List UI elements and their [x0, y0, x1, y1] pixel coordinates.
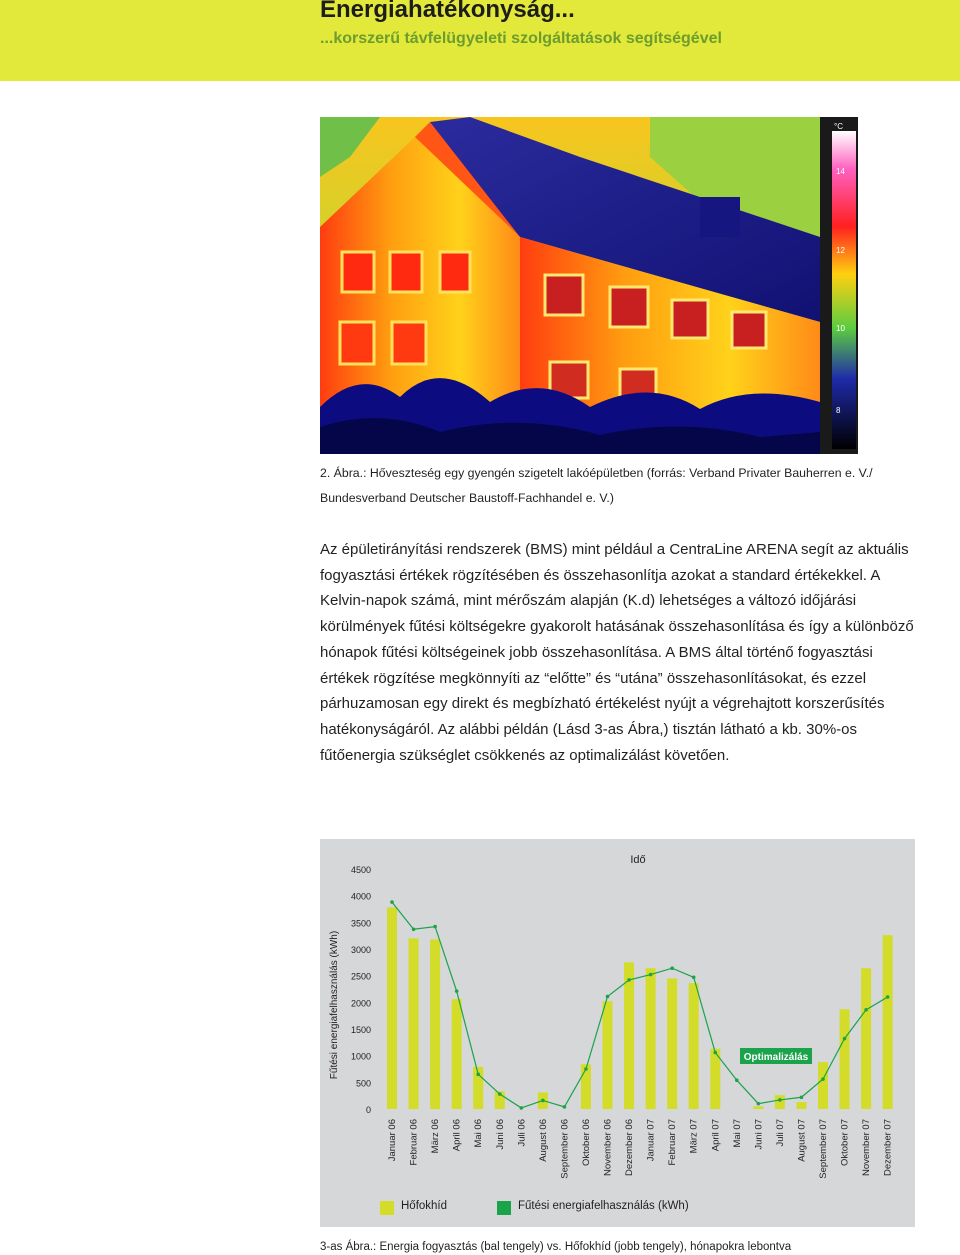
scale-tick-12: 12 — [836, 246, 845, 255]
bar — [452, 999, 462, 1109]
x-tick-label: November 07 — [861, 1119, 873, 1177]
figure-2-caption: 2. Ábra.: Hőveszteség egy gyengén szigetelt lakóépületben (forrás: Verband Privater Bauherren e. V./ Bundesverband Deutscher Baustoff-Fachhandel e. V.) — [320, 466, 873, 505]
bar — [753, 1106, 763, 1109]
bar — [387, 907, 397, 1109]
chart-title: Idő — [630, 854, 646, 866]
bar — [796, 1102, 806, 1109]
line-point — [498, 1092, 502, 1096]
line-point — [433, 925, 437, 929]
x-tick-label: August 07 — [796, 1119, 808, 1162]
bar — [883, 935, 893, 1109]
bar — [818, 1062, 828, 1109]
x-tick-label: Juni 06 — [494, 1119, 506, 1150]
line-point — [606, 995, 610, 999]
page-header — [0, 0, 960, 81]
x-tick-label: November 06 — [602, 1119, 614, 1177]
bar — [646, 968, 656, 1109]
legend-swatch-energia — [497, 1201, 511, 1215]
scale-unit: °C — [834, 122, 843, 131]
legend-label-energia: Fűtési energiafelhasználás (kWh) — [518, 1200, 689, 1212]
body-paragraph: Az épületirányítási rendszerek (BMS) mint például a CentraLine ARENA segít az aktuális fogyasztási értékek rögzítésében és összehasonlítja azokat a standard értékekkel. A Kelvin-napok számá, mint mérőszám alapján (K.d) lehetséges a változó időjárási körülmények fűtési költségekre gyakorolt hatásának összehasonlítása és így a különböző hónapok fűtési költségeinek jobb összehasonlítása. A BMS által történő fogyasztási értékek rögzítése megkönnyíti az “előtte” és “utána” összehasonlításokat, és ezzel párhuzamosan egy direkt és megbízható értékelést nyújt a végrehajtott korszerűsítés hatékonyságáról. Az alábbi példán (Lásd 3-as Ábra,) tisztán látható a kb. 30%-os fűtőenergia szükséglet csökkenés az optimalizálást követően. — [320, 541, 914, 764]
scale-tick-10: 10 — [836, 324, 845, 333]
line-point — [455, 989, 459, 993]
y-tick-label: 500 — [355, 1078, 371, 1089]
line-point — [843, 1037, 847, 1041]
body-text — [320, 537, 920, 768]
x-tick-label: Dezember 06 — [624, 1119, 636, 1177]
line-point — [886, 995, 890, 999]
bar — [689, 983, 699, 1109]
bar-series — [387, 907, 893, 1109]
bar — [840, 1009, 850, 1109]
page-title: Energiahatékonyság... — [320, 0, 575, 23]
line-point — [627, 978, 631, 982]
x-tick-label: April 07 — [710, 1119, 722, 1152]
page-subtitle: ...korszerű távfelügyeleti szolgáltatások segítségével — [320, 30, 722, 47]
line-point — [476, 1073, 480, 1077]
x-tick-label: September 06 — [559, 1119, 571, 1179]
x-tick-label: Juli 07 — [774, 1119, 786, 1147]
scale-tick-8: 8 — [836, 406, 841, 415]
y-tick-label: 4000 — [350, 891, 371, 902]
x-tick-label: Januar 07 — [645, 1119, 657, 1162]
legend-label-hofokhid: Hőfokhíd — [401, 1200, 448, 1212]
x-tick-label: August 06 — [537, 1119, 549, 1162]
bar — [667, 978, 677, 1109]
line-point — [778, 1098, 782, 1102]
annotation-label: Optimalizálás — [743, 1052, 809, 1063]
x-tick-label: April 06 — [451, 1119, 463, 1152]
line-point — [692, 975, 696, 979]
bar — [430, 939, 440, 1109]
line-point — [800, 1095, 804, 1099]
y-tick-label: 3500 — [350, 918, 371, 929]
x-tick-label: März 07 — [688, 1119, 700, 1154]
thermal-house-image — [320, 117, 858, 454]
y-tick-label: 3000 — [350, 945, 371, 955]
x-tick-label: Oktober 07 — [839, 1119, 851, 1166]
x-tick-label: September 07 — [818, 1119, 829, 1179]
bar — [624, 962, 634, 1109]
line-point — [520, 1106, 524, 1110]
line-path — [392, 902, 888, 1108]
x-axis-ticks — [387, 1119, 894, 1179]
x-tick-label: Juli 06 — [516, 1119, 528, 1147]
scale-tick-14: 14 — [836, 167, 845, 176]
bar — [603, 1001, 613, 1109]
figure-3-caption: 3-as Ábra.: Energia fogyasztás (bal tengely) vs. Hőfokhíd (jobb tengely), hónapokra lebontva — [320, 1241, 792, 1253]
thermal-house-graphic — [320, 117, 858, 454]
y-tick-label: 1000 — [350, 1051, 371, 1062]
x-tick-label: Mai 07 — [731, 1119, 743, 1148]
x-tick-label: März 06 — [430, 1119, 442, 1154]
bar — [861, 968, 871, 1109]
chart-panel — [320, 839, 915, 1227]
optimalizalas-annotation — [740, 1048, 812, 1064]
x-tick-label: Februar 07 — [667, 1119, 679, 1166]
line-point — [584, 1067, 588, 1071]
line-point — [412, 927, 416, 931]
x-tick-label: Mai 06 — [473, 1119, 485, 1148]
y-tick-label: 1500 — [350, 1025, 371, 1035]
y-axis-label: Fűtési energiafelhasználás (kWh) — [329, 930, 340, 1080]
y-tick-label: 4500 — [350, 865, 371, 875]
x-tick-label: Juni 07 — [753, 1119, 765, 1150]
y-tick-label: 2000 — [350, 998, 371, 1009]
line-point — [821, 1077, 825, 1081]
legend-swatch-hofokhid — [380, 1201, 394, 1215]
bar — [581, 1064, 591, 1109]
line-point — [390, 900, 394, 904]
line-point — [670, 966, 674, 970]
y-tick-label: 0 — [365, 1105, 371, 1115]
x-tick-label: Dezember 07 — [882, 1119, 894, 1177]
line-point — [649, 973, 653, 977]
line-point — [864, 1008, 868, 1012]
line-series — [390, 900, 889, 1109]
y-axis-ticks — [351, 865, 371, 1115]
y-tick-label: 2500 — [350, 971, 371, 982]
line-point — [713, 1051, 717, 1055]
line-point — [541, 1099, 545, 1103]
line-point — [563, 1105, 567, 1109]
chart-svg — [320, 839, 915, 1227]
x-tick-label: Februar 06 — [408, 1119, 420, 1166]
bar — [409, 938, 419, 1109]
x-tick-label: Oktober 06 — [580, 1119, 592, 1166]
line-point — [757, 1102, 761, 1106]
x-tick-label: Januar 06 — [387, 1119, 398, 1162]
bar — [775, 1095, 785, 1109]
line-point — [735, 1078, 739, 1082]
